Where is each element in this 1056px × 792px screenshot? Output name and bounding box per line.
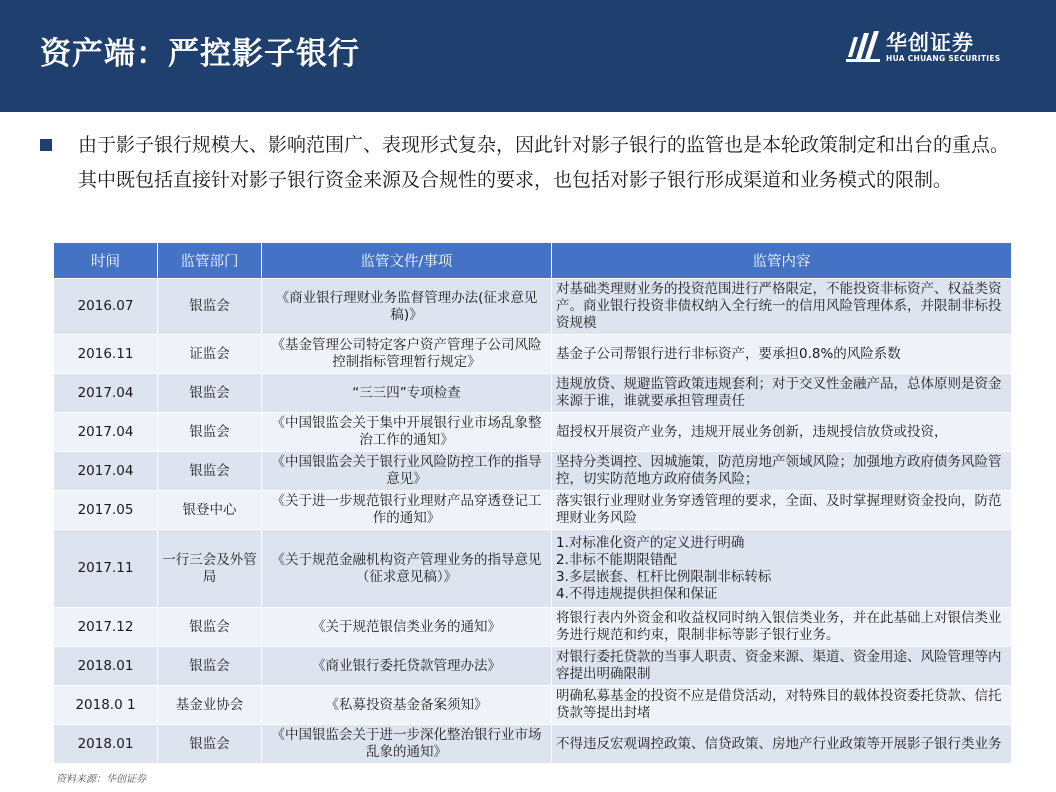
time-cell: 2017.04 [54,413,158,452]
document-cell: 《关于规范银信类业务的通知》 [262,608,552,647]
time-cell: 2017.12 [54,608,158,647]
logo-text-cn: 华创证券 [886,31,974,55]
department-cell: 银监会 [158,608,262,647]
content-cell [552,530,1012,608]
document-cell: 《关于规范金融机构资产管理业务的指导意见（征求意见稿）》 [262,530,552,608]
table-row [54,413,1012,452]
page-title: 资产端：严控影子银行 [40,36,360,72]
time-cell: 2017.11 [54,530,158,608]
table-row [54,374,1012,413]
content-cell: 将银行表内外资金和收益权同时纳入银信类业务，并在此基础上对银信类业务进行规范和约束，限制非标等影子银行业务。 [552,608,1012,647]
content-cell: 违规放贷、规避监管政策违规套利；对于交叉性金融产品，总体原则是资金来源于谁，谁就要承担管理责任 [552,374,1012,413]
table-header-row [54,243,1012,279]
department-cell: 银监会 [158,452,262,491]
source-note: 资料来源：华创证券 [56,774,146,785]
table-row [54,725,1012,764]
document-cell: 《关于进一步规范银行业理财产品穿透登记工作的通知》 [262,491,552,530]
company-logo [844,27,1004,67]
table-row [54,608,1012,647]
intro-text: 由于影子银行规模大、影响范围广、表现形式复杂，因此针对影子银行的监管也是本轮政策制定和出台的重点。其中既包括直接针对影子银行资金来源及合规性的要求，也包括对影子银行形成渠道和业务模式的限制。 [78,134,1010,191]
document-cell: 《商业银行委托贷款管理办法》 [262,647,552,686]
table-row [54,279,1012,335]
column-header-content: 监管内容 [552,243,1012,279]
content-cell: 落实银行业理财业务穿透管理的要求，全面、及时掌握理财资金投向，防范理财业务风险 [552,491,1012,530]
document-cell: 《私募投资基金备案须知》 [262,686,552,725]
content-cell: 超授权开展资产业务，违规开展业务创新，违规授信放贷或投资， [552,413,1012,452]
department-cell: 一行三会及外管局 [158,530,262,608]
document-cell: 《中国银监会关于进一步深化整治银行业市场乱象的通知》 [262,725,552,764]
column-header-department: 监管部门 [158,243,262,279]
intro-paragraph [40,128,1020,198]
table-row [54,491,1012,530]
content-line: 1.对标准化资产的定义进行明确 [556,534,745,551]
logo-mark-icon [844,27,882,63]
content-line: 4.不得违规提供担保和保证 [556,585,718,602]
time-cell: 2016.07 [54,279,158,335]
regulation-table [53,242,1012,764]
time-cell: 2016.11 [54,335,158,374]
column-header-time: 时间 [54,243,158,279]
document-cell: 《商业银行理财业务监督管理办法(征求意见稿)》 [262,279,552,335]
logo-text-en: HUA CHUANG SECURITIES [886,54,1001,63]
department-cell: 银登中心 [158,491,262,530]
department-cell: 银监会 [158,725,262,764]
department-cell: 银监会 [158,279,262,335]
table-row [54,335,1012,374]
department-cell: 银监会 [158,413,262,452]
content-cell: 基金子公司帮银行进行非标资产，要承担0.8%的风险系数 [552,335,1012,374]
time-cell: 2018.0 1 [54,686,158,725]
time-cell: 2017.05 [54,491,158,530]
document-cell: “三三四”专项检查 [262,374,552,413]
content-cell: 对银行委托贷款的当事人职责、资金来源、渠道、资金用途、风险管理等内容提出明确限制 [552,647,1012,686]
time-cell: 2018.01 [54,725,158,764]
content-cell: 坚持分类调控、因城施策，防范房地产领域风险；加强地方政府债务风险管控，切实防范地方政府债务风险； [552,452,1012,491]
table-row [54,686,1012,725]
department-cell: 银监会 [158,647,262,686]
document-cell: 《基金管理公司特定客户资产管理子公司风险控制指标管理暂行规定》 [262,335,552,374]
content-cell: 对基础类理财业务的投资范围进行严格限定，不能投资非标资产、权益类资产。商业银行投资非债权纳入全行统一的信用风险管理体系，并限制非标投资规模 [552,279,1012,335]
department-cell: 证监会 [158,335,262,374]
content-line: 3.多层嵌套、杠杆比例限制非标转标 [556,568,772,585]
content-cell: 不得违反宏观调控政策、信贷政策、房地产行业政策等开展影子银行类业务 [552,725,1012,764]
header-bar [0,0,1056,112]
time-cell: 2018.01 [54,647,158,686]
column-header-document: 监管文件/事项 [262,243,552,279]
department-cell: 基金业协会 [158,686,262,725]
table-row [54,530,1012,608]
content-cell: 明确私募基金的投资不应是借贷活动，对特殊目的载体投资委托贷款、信托贷款等提出封堵 [552,686,1012,725]
bullet-square-icon [40,139,52,151]
document-cell: 《中国银监会关于集中开展银行业市场乱象整治工作的通知》 [262,413,552,452]
time-cell: 2017.04 [54,452,158,491]
content-line: 2.非标不能期限错配 [556,551,677,568]
table-row [54,647,1012,686]
time-cell: 2017.04 [54,374,158,413]
document-cell: 《中国银监会关于银行业风险防控工作的指导意见》 [262,452,552,491]
department-cell: 银监会 [158,374,262,413]
table-row [54,452,1012,491]
